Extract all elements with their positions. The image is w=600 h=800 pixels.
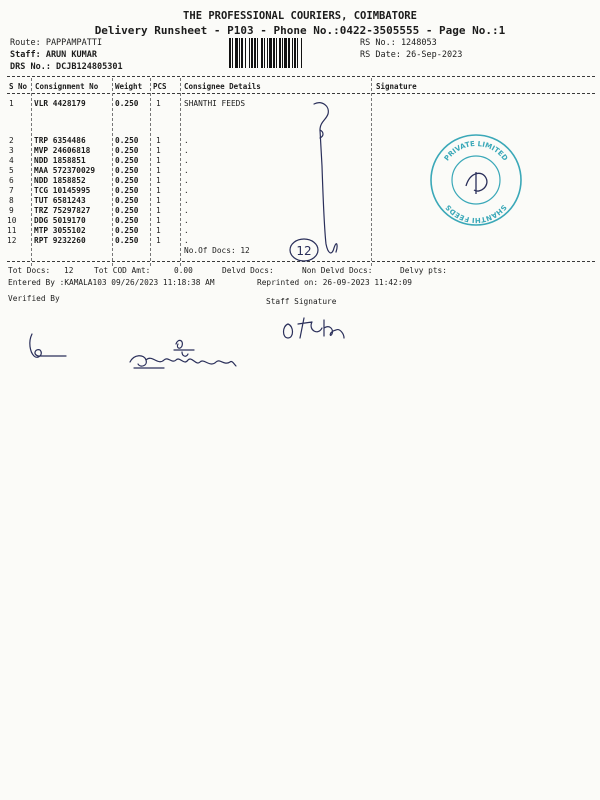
row-weight: 0.250: [115, 99, 139, 108]
row-consignment: TRZ 75297827: [34, 206, 91, 215]
row-sno: 8: [9, 196, 14, 205]
row-sno: 5: [9, 166, 14, 175]
row-pcs: 1: [156, 99, 161, 108]
row-sno: 1: [9, 99, 14, 108]
tot-docs-label: Tot Docs:: [8, 266, 51, 275]
company-stamp: [428, 132, 524, 228]
company-title: THE PROFESSIONAL COURIERS, COIMBATORE: [183, 10, 417, 22]
rs-number: RS No.: 1248053: [360, 38, 437, 48]
circled-count-text: 12: [296, 244, 312, 258]
row-weight: 0.250: [115, 166, 139, 175]
verified-by-label: Verified By: [8, 294, 60, 303]
row-pcs: 1: [156, 136, 161, 145]
col-divider: [31, 78, 32, 266]
circled-count: [288, 236, 322, 264]
col-divider: [371, 78, 372, 266]
row-weight: 0.250: [115, 216, 139, 225]
stamp-bottom-text: SHANTHI FEEDS: [444, 203, 508, 225]
entered-by: Entered By :KAMALA103 09/26/2023 11:18:38 AM: [8, 278, 215, 287]
col-header-pcs: PCS: [153, 82, 167, 91]
col-divider: [112, 78, 113, 266]
row-consignment: NDD 1858851: [34, 156, 86, 165]
row-weight: 0.250: [115, 226, 139, 235]
row-consignee: .: [184, 146, 189, 155]
row-consignee: .: [184, 156, 189, 165]
col-header-weight: Weight: [115, 82, 143, 91]
row-weight: 0.250: [115, 136, 139, 145]
row-sno: 9: [9, 206, 14, 215]
row-consignment: RPT 9232260: [34, 236, 86, 245]
row-consignment: VLR 4428179: [34, 99, 86, 108]
row-pcs: 1: [156, 176, 161, 185]
svg-text:PRIVATE LIMITED: [443, 140, 510, 163]
row-consignee: .: [184, 196, 189, 205]
row-consignee: .: [184, 216, 189, 225]
row-pcs: 1: [156, 236, 161, 245]
row-pcs: 1: [156, 226, 161, 235]
row-sno: 7: [9, 186, 14, 195]
row-consignment: MTP 3055102: [34, 226, 86, 235]
tot-cod-value: 0.00: [174, 266, 193, 275]
row-consignment: TRP 6354486: [34, 136, 86, 145]
non-delvd-docs-label: Non Delvd Docs:: [302, 266, 373, 275]
row-weight: 0.250: [115, 176, 139, 185]
verifier-signature: [18, 330, 78, 366]
row-sno: 10: [7, 216, 17, 225]
row-sno: 4: [9, 156, 14, 165]
row-sno: 12: [7, 236, 17, 245]
staff-signature-label: Staff Signature: [266, 297, 337, 306]
row-consignee: .: [184, 176, 189, 185]
row-consignee: .: [184, 136, 189, 145]
row-weight: 0.250: [115, 186, 139, 195]
reprinted-on: Reprinted on: 26-09-2023 11:42:09: [257, 278, 412, 287]
row-weight: 0.250: [115, 146, 139, 155]
no-of-docs: No.Of Docs: 12: [184, 246, 250, 255]
row-consignee: .: [184, 226, 189, 235]
staff-signature: [278, 310, 350, 344]
col-header-consignee: Consignee Details: [184, 82, 261, 91]
tot-docs-value: 12: [64, 266, 74, 275]
tot-cod-label: Tot COD Amt:: [94, 266, 151, 275]
row-consignee: .: [184, 166, 189, 175]
row-consignee: .: [184, 186, 189, 195]
row-consignment: TUT 6581243: [34, 196, 86, 205]
barcode: [228, 38, 354, 68]
col-header-consignment: Consignment No: [35, 82, 99, 91]
table-header-rule: [7, 93, 595, 94]
row-pcs: 1: [156, 216, 161, 225]
row-consignment: MVP 24606818: [34, 146, 91, 155]
row-pcs: 1: [156, 206, 161, 215]
stamp-top-text: PRIVATE LIMITED: [442, 139, 510, 163]
row-consignment: MAA 572370029: [34, 166, 96, 175]
row-pcs: 1: [156, 166, 161, 175]
row-weight: 0.250: [115, 196, 139, 205]
recipient-signature: [124, 336, 242, 376]
row-weight: 0.250: [115, 156, 139, 165]
row-weight: 0.250: [115, 236, 139, 245]
staff-label: Staff: ARUN KUMAR: [10, 50, 97, 60]
row-pcs: 1: [156, 186, 161, 195]
drs-number: DRS No.: DCJB124805301: [10, 62, 123, 72]
row-consignee: .: [184, 206, 189, 215]
svg-text:SHANTHI FEEDS: [444, 203, 508, 224]
col-divider: [150, 78, 151, 266]
col-divider: [180, 78, 181, 266]
row-consignee: .: [184, 236, 189, 245]
row-sno: 11: [7, 226, 17, 235]
runsheet-subtitle: Delivery Runsheet - P103 - Phone No.:0422-3505555 - Page No.:1: [94, 24, 506, 37]
row-pcs: 1: [156, 196, 161, 205]
route-label: Route: PAPPAMPATTI: [10, 38, 103, 48]
rs-date: RS Date: 26-Sep-2023: [360, 50, 463, 60]
col-header-signature: Signature: [376, 82, 417, 91]
delvd-docs-label: Delvd Docs:: [222, 266, 274, 275]
table-top-rule: [7, 76, 595, 77]
row-consignment: NDD 1858852: [34, 176, 86, 185]
row-pcs: 1: [156, 156, 161, 165]
col-header-sno: S No: [9, 82, 28, 91]
row-sno: 6: [9, 176, 14, 185]
row-sno: 3: [9, 146, 14, 155]
row-weight: 0.250: [115, 206, 139, 215]
row-consignment: TCG 10145995: [34, 186, 91, 195]
row-consignment: DDG 5019170: [34, 216, 86, 225]
row-sno: 2: [9, 136, 14, 145]
row-consignee: SHANTHI FEEDS: [184, 99, 246, 108]
delvy-pts-label: Delvy pts:: [400, 266, 447, 275]
row-pcs: 1: [156, 146, 161, 155]
